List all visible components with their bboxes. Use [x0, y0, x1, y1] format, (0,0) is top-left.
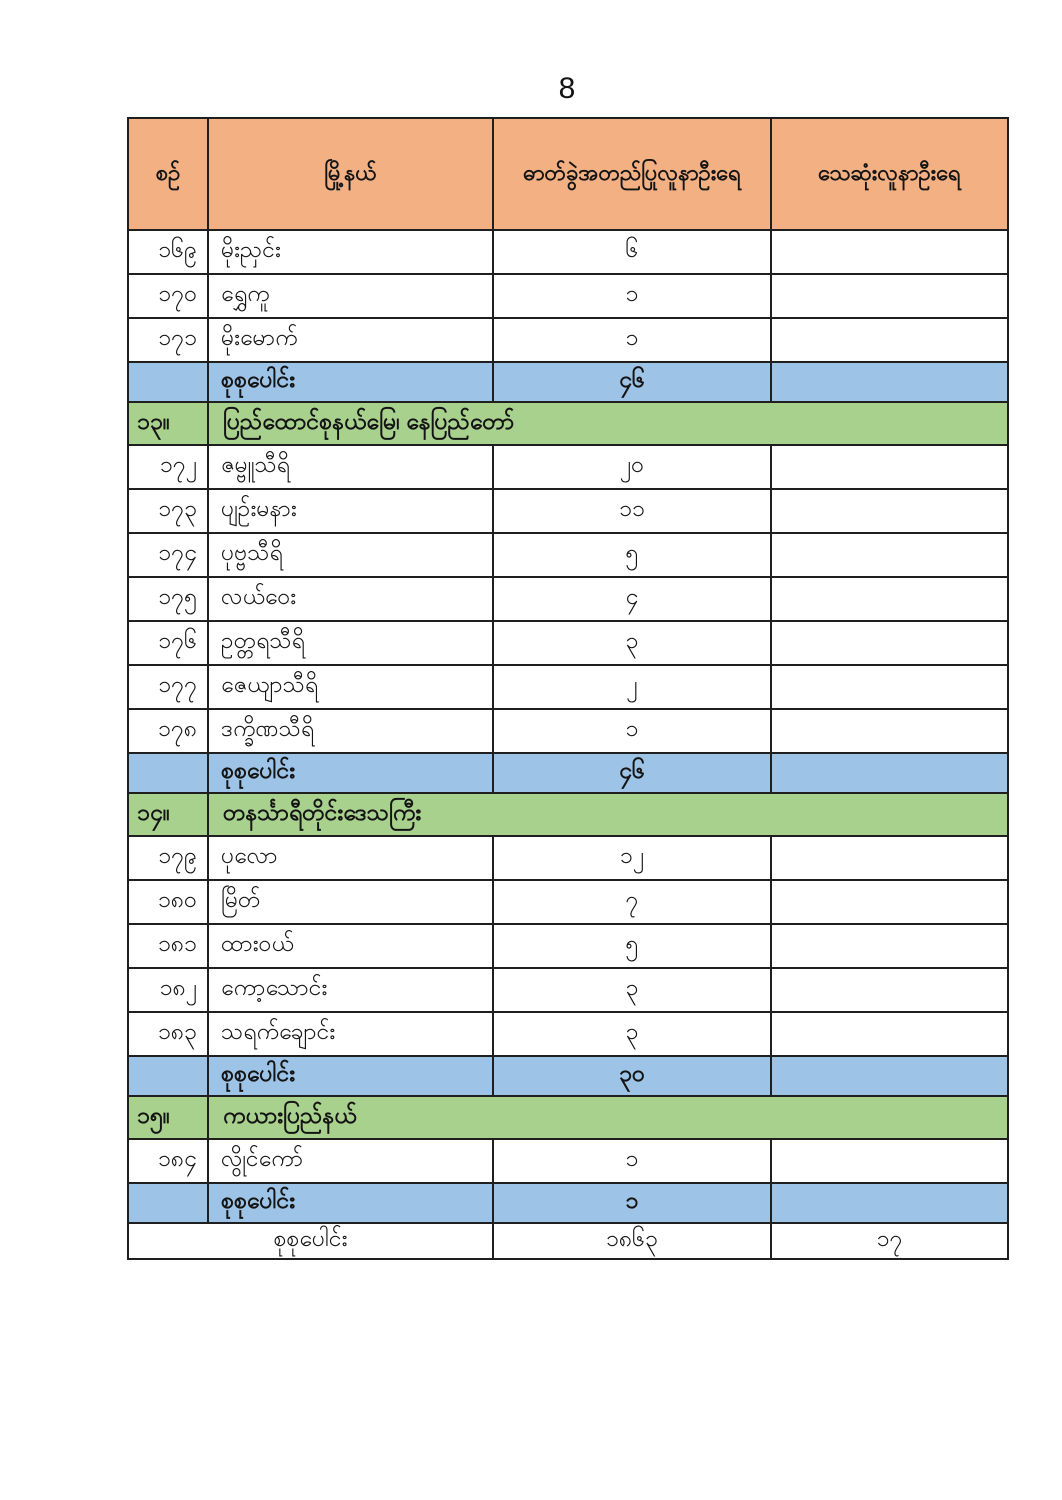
- death-count-cell: [771, 880, 1008, 924]
- row-number-cell: ၁၈၂: [128, 968, 208, 1012]
- section-title-cell: ပြည်ထောင်စုနယ်မြေ၊ နေပြည်တော်: [208, 402, 1008, 445]
- section-title-cell: ကယားပြည်နယ်: [208, 1096, 1008, 1139]
- row-number-cell: ၁၇၆: [128, 621, 208, 665]
- death-count-cell: [771, 968, 1008, 1012]
- death-count-cell: [771, 445, 1008, 489]
- section-number-cell: ၁၃။: [128, 402, 208, 445]
- row-number-cell: [128, 1056, 208, 1096]
- township-name-cell: ဒက္ခိဏသီရိ: [208, 709, 493, 753]
- table-row: [128, 709, 1008, 753]
- township-name-cell: ပုလော: [208, 836, 493, 880]
- row-number-cell: ၁၇၄: [128, 533, 208, 577]
- table-header-row: [128, 118, 1008, 230]
- subtotal-row: [128, 1183, 1008, 1223]
- confirmed-count-cell: ၄: [493, 577, 771, 621]
- row-number-cell: ၁၇၇: [128, 665, 208, 709]
- township-name-cell: မြိတ်: [208, 880, 493, 924]
- table-row: [128, 577, 1008, 621]
- row-number-cell: [128, 362, 208, 402]
- subtotal-death-cell: [771, 1183, 1008, 1223]
- section-header-row: [128, 1096, 1008, 1139]
- grand-total-death-cell: ၁၇: [771, 1223, 1008, 1259]
- confirmed-count-cell: ၇: [493, 880, 771, 924]
- table-row: [128, 274, 1008, 318]
- row-number-cell: ၁၇၈: [128, 709, 208, 753]
- header-cell-no: စဉ်: [128, 118, 208, 230]
- confirmed-count-cell: ၂၀: [493, 445, 771, 489]
- table-body: [128, 230, 1008, 1259]
- death-count-cell: [771, 318, 1008, 362]
- row-number-cell: ၁၆၉: [128, 230, 208, 274]
- death-count-cell: [771, 274, 1008, 318]
- header-cell-confirmed: ဓာတ်ခွဲအတည်ပြုလူနာဦးရေ: [493, 118, 771, 230]
- confirmed-count-cell: ၁: [493, 318, 771, 362]
- confirmed-count-cell: ၁၁: [493, 489, 771, 533]
- subtotal-label-cell: စုစုပေါင်း: [208, 362, 493, 402]
- table-row: [128, 445, 1008, 489]
- subtotal-confirmed-cell: ၄၆: [493, 362, 771, 402]
- confirmed-count-cell: ၃: [493, 968, 771, 1012]
- page-number: 8: [558, 72, 576, 105]
- subtotal-death-cell: [771, 753, 1008, 793]
- death-count-cell: [771, 1012, 1008, 1056]
- confirmed-count-cell: ၂: [493, 665, 771, 709]
- table-row: [128, 1012, 1008, 1056]
- table-row: [128, 1139, 1008, 1183]
- table-row: [128, 533, 1008, 577]
- section-header-row: [128, 793, 1008, 836]
- township-name-cell: မိုးမောက်: [208, 318, 493, 362]
- subtotal-confirmed-cell: ၁: [493, 1183, 771, 1223]
- section-number-cell: ၁၄။: [128, 793, 208, 836]
- grand-total-confirmed-cell: ၁၈၆၃: [493, 1223, 771, 1259]
- table-row: [128, 489, 1008, 533]
- township-name-cell: လွိုင်ကော်: [208, 1139, 493, 1183]
- subtotal-label-cell: စုစုပေါင်း: [208, 1056, 493, 1096]
- grand-total-row: [128, 1223, 1008, 1259]
- death-count-cell: [771, 230, 1008, 274]
- township-name-cell: ဥတ္တရသီရိ: [208, 621, 493, 665]
- row-number-cell: ၁၈၀: [128, 880, 208, 924]
- death-count-cell: [771, 665, 1008, 709]
- row-number-cell: ၁၇၅: [128, 577, 208, 621]
- table-row: [128, 621, 1008, 665]
- section-header-row: [128, 402, 1008, 445]
- township-name-cell: ဇေယျာသီရိ: [208, 665, 493, 709]
- confirmed-count-cell: ၁: [493, 709, 771, 753]
- row-number-cell: ၁၇၉: [128, 836, 208, 880]
- header-cell-township: မြို့နယ်: [208, 118, 493, 230]
- row-number-cell: [128, 1183, 208, 1223]
- confirmed-count-cell: ၃: [493, 1012, 771, 1056]
- table-row: [128, 924, 1008, 968]
- subtotal-confirmed-cell: ၄၆: [493, 753, 771, 793]
- table-row: [128, 665, 1008, 709]
- death-count-cell: [771, 621, 1008, 665]
- subtotal-label-cell: စုစုပေါင်း: [208, 753, 493, 793]
- header-cell-deaths: သေဆုံးလူနာဦးရေ: [771, 118, 1008, 230]
- grand-total-label-cell: စုစုပေါင်း: [128, 1223, 493, 1259]
- confirmed-count-cell: ၆: [493, 230, 771, 274]
- table-row: [128, 880, 1008, 924]
- subtotal-row: [128, 1056, 1008, 1096]
- death-count-cell: [771, 1139, 1008, 1183]
- death-count-cell: [771, 709, 1008, 753]
- township-name-cell: သရက်ချောင်း: [208, 1012, 493, 1056]
- township-name-cell: ပုဗ္ဗသီရိ: [208, 533, 493, 577]
- confirmed-count-cell: ၁: [493, 1139, 771, 1183]
- row-number-cell: [128, 753, 208, 793]
- row-number-cell: ၁၈၁: [128, 924, 208, 968]
- confirmed-count-cell: ၅: [493, 924, 771, 968]
- table-row: [128, 318, 1008, 362]
- row-number-cell: ၁၇၀: [128, 274, 208, 318]
- row-number-cell: ၁၇၁: [128, 318, 208, 362]
- section-title-cell: တနင်္သာရီတိုင်းဒေသကြီး: [208, 793, 1008, 836]
- township-name-cell: ဇမ္ဗူသီရိ: [208, 445, 493, 489]
- subtotal-row: [128, 362, 1008, 402]
- section-number-cell: ၁၅။: [128, 1096, 208, 1139]
- subtotal-row: [128, 753, 1008, 793]
- death-count-cell: [771, 577, 1008, 621]
- township-name-cell: ထားဝယ်: [208, 924, 493, 968]
- township-name-cell: ကော့သောင်း: [208, 968, 493, 1012]
- death-count-cell: [771, 836, 1008, 880]
- covid-township-table: [127, 117, 1009, 1260]
- table-row: [128, 836, 1008, 880]
- row-number-cell: ၁၈၄: [128, 1139, 208, 1183]
- table-row: [128, 230, 1008, 274]
- township-name-cell: ရွှေကူ: [208, 274, 493, 318]
- township-name-cell: လယ်ဝေး: [208, 577, 493, 621]
- table-row: [128, 968, 1008, 1012]
- death-count-cell: [771, 924, 1008, 968]
- confirmed-count-cell: ၁၂: [493, 836, 771, 880]
- subtotal-label-cell: စုစုပေါင်း: [208, 1183, 493, 1223]
- subtotal-confirmed-cell: ၃၀: [493, 1056, 771, 1096]
- subtotal-death-cell: [771, 1056, 1008, 1096]
- row-number-cell: ၁၇၃: [128, 489, 208, 533]
- confirmed-count-cell: ၁: [493, 274, 771, 318]
- subtotal-death-cell: [771, 362, 1008, 402]
- death-count-cell: [771, 489, 1008, 533]
- death-count-cell: [771, 533, 1008, 577]
- row-number-cell: ၁၇၂: [128, 445, 208, 489]
- row-number-cell: ၁၈၃: [128, 1012, 208, 1056]
- confirmed-count-cell: ၃: [493, 621, 771, 665]
- township-name-cell: မိုးညှင်း: [208, 230, 493, 274]
- confirmed-count-cell: ၅: [493, 533, 771, 577]
- township-name-cell: ပျဉ်းမနား: [208, 489, 493, 533]
